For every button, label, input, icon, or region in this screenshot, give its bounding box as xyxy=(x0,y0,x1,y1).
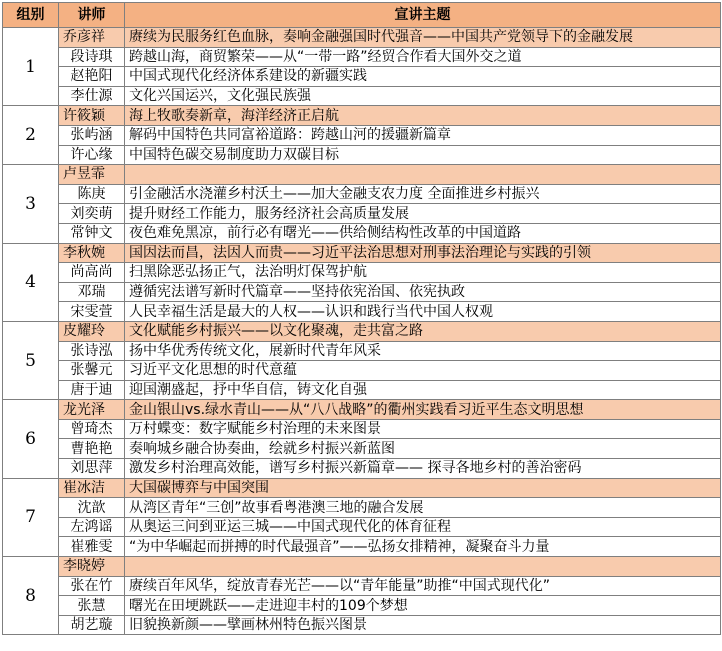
lecture-topic: 金山银山vs.绿水青山——从“八八战略”的衢州实践看习近平生态文明思想 xyxy=(125,400,721,420)
group-number: 2 xyxy=(3,106,59,165)
table-row xyxy=(3,86,721,106)
group-number: 6 xyxy=(3,400,59,478)
lecturer-name: 许筱颖 xyxy=(59,106,125,126)
lecture-topic: 从奥运三问到亚运三城——中国式现代化的体育征程 xyxy=(125,517,721,537)
header-group: 组别 xyxy=(3,3,59,28)
lecturer-name: 左鸿谣 xyxy=(59,517,125,537)
lecture-topic: 万村蝶变：数字赋能乡村治理的未来图景 xyxy=(125,419,721,439)
group-number: 4 xyxy=(3,243,59,321)
lecture-topic: 引金融活水浇灌乡村沃土——加大金融支农力度 全面推进乡村振兴 xyxy=(125,184,721,204)
group-number: 5 xyxy=(3,321,59,399)
lecture-topic: 激发乡村治理高效能，谱写乡村振兴新篇章—— 探寻各地乡村的善治密码 xyxy=(125,459,721,479)
lecture-topic: 曙光在田埂跳跃——走进迎丰村的109个梦想 xyxy=(125,596,721,616)
lecture-topic: 解码中国特色共同富裕道路：跨越山河的援疆新篇章 xyxy=(125,125,721,145)
lecture-topic: “为中华崛起而拼搏的时代最强音”——弘扬女排精神，凝聚奋斗力量 xyxy=(125,537,721,557)
schedule-body xyxy=(3,28,721,635)
lecture-schedule-table xyxy=(2,2,721,635)
lecture-topic: 奏响城乡融合协奏曲，绘就乡村振兴新蓝图 xyxy=(125,439,721,459)
table-row xyxy=(3,165,721,185)
lecturer-name: 段诗琪 xyxy=(59,47,125,67)
header-lecturer: 讲师 xyxy=(59,3,125,28)
table-row xyxy=(3,419,721,439)
header-topic: 宣讲主题 xyxy=(125,3,721,28)
lecture-topic: 跨越山海，商贸繁荣——从“一带一路”经贸合作看大国外交之道 xyxy=(125,47,721,67)
header-row xyxy=(3,3,721,28)
lecture-topic: 中国式现代化经济体系建设的新疆实践 xyxy=(125,67,721,87)
lecture-topic: 中国特色碳交易制度助力双碳目标 xyxy=(125,145,721,165)
lecturer-name: 李秋婉 xyxy=(59,243,125,263)
lecturer-name: 尚高尚 xyxy=(59,263,125,283)
table-row xyxy=(3,223,721,243)
lecture-topic: 国因法而昌，法因人而贵——习近平法治思想对刑事法治理论与实践的引领 xyxy=(125,243,721,263)
group-number: 7 xyxy=(3,478,59,556)
lecture-topic: 人民幸福生活是最大的人权——认识和践行当代中国人权观 xyxy=(125,302,721,322)
lecturer-name: 宋雯萱 xyxy=(59,302,125,322)
table-row xyxy=(3,576,721,596)
table-row xyxy=(3,557,721,577)
lecture-topic: 扬中华优秀传统文化，展新时代青年风采 xyxy=(125,341,721,361)
lecture-topic: 海上牧歌奏新章，海洋经济正启航 xyxy=(125,106,721,126)
lecture-topic xyxy=(125,165,721,185)
table-row xyxy=(3,243,721,263)
lecturer-name: 曹艳艳 xyxy=(59,439,125,459)
group-number: 1 xyxy=(3,28,59,106)
lecturer-name: 李仕源 xyxy=(59,86,125,106)
lecturer-name: 陈庚 xyxy=(59,184,125,204)
lecturer-name: 刘思萍 xyxy=(59,459,125,479)
table-row xyxy=(3,67,721,87)
lecturer-name: 崔雅雯 xyxy=(59,537,125,557)
lecture-topic: 文化兴国运兴，文化强民族强 xyxy=(125,86,721,106)
table-row xyxy=(3,498,721,518)
table-row xyxy=(3,361,721,381)
table-row xyxy=(3,106,721,126)
lecture-topic: 迎国潮盛起，抒中华自信，铸文化自强 xyxy=(125,380,721,400)
lecturer-name: 沈歆 xyxy=(59,498,125,518)
table-row xyxy=(3,204,721,224)
table-row xyxy=(3,596,721,616)
lecturer-name: 李晓婷 xyxy=(59,557,125,577)
lecturer-name: 曾琦杰 xyxy=(59,419,125,439)
lecturer-name: 乔彦祥 xyxy=(59,28,125,48)
lecturer-name: 张诗泓 xyxy=(59,341,125,361)
lecture-topic: 旧貌换新颜——擘画林州特色振兴图景 xyxy=(125,615,721,635)
lecture-topic: 习近平文化思想的时代意蕴 xyxy=(125,361,721,381)
table-row xyxy=(3,400,721,420)
table-row xyxy=(3,537,721,557)
table-row xyxy=(3,125,721,145)
lecturer-name: 张屿涵 xyxy=(59,125,125,145)
lecture-topic: 大国碳博弈与中国突围 xyxy=(125,478,721,498)
lecturer-name: 皮耀玲 xyxy=(59,321,125,341)
lecture-topic xyxy=(125,557,721,577)
lecturer-name: 许心缘 xyxy=(59,145,125,165)
lecture-topic: 提升财经工作能力，服务经济社会高质量发展 xyxy=(125,204,721,224)
table-row xyxy=(3,263,721,283)
lecture-topic: 赓续百年风华，绽放青春光芒——以“青年能量”助推“中国式现代化” xyxy=(125,576,721,596)
table-row xyxy=(3,439,721,459)
table-row xyxy=(3,28,721,48)
lecture-topic: 赓续为民服务红色血脉，奏响金融强国时代强音——中国共产党领导下的金融发展 xyxy=(125,28,721,48)
lecturer-name: 常钟文 xyxy=(59,223,125,243)
lecture-topic: 从湾区青年“三创”故事看粤港澳三地的融合发展 xyxy=(125,498,721,518)
lecturer-name: 卢昱霏 xyxy=(59,165,125,185)
table-row xyxy=(3,341,721,361)
group-number: 8 xyxy=(3,557,59,635)
lecturer-name: 张慧 xyxy=(59,596,125,616)
lecturer-name: 张在竹 xyxy=(59,576,125,596)
table-row xyxy=(3,282,721,302)
lecture-topic: 遵循宪法谱写新时代篇章——坚持依宪治国、依宪执政 xyxy=(125,282,721,302)
table-row xyxy=(3,321,721,341)
lecturer-name: 胡艺璇 xyxy=(59,615,125,635)
lecturer-name: 唐于迪 xyxy=(59,380,125,400)
table-row xyxy=(3,615,721,635)
lecturer-name: 崔冰洁 xyxy=(59,478,125,498)
lecturer-name: 刘奕萌 xyxy=(59,204,125,224)
lecture-topic: 扫黑除恶弘扬正气，法治明灯保驾护航 xyxy=(125,263,721,283)
table-row xyxy=(3,459,721,479)
table-row xyxy=(3,517,721,537)
table-row xyxy=(3,478,721,498)
group-number: 3 xyxy=(3,165,59,243)
lecturer-name: 张馨元 xyxy=(59,361,125,381)
lecture-topic: 夜色难免黑凉，前行必有曙光——供给侧结构性改革的中国道路 xyxy=(125,223,721,243)
table-row xyxy=(3,184,721,204)
table-row xyxy=(3,302,721,322)
lecturer-name: 龙光泽 xyxy=(59,400,125,420)
table-row xyxy=(3,380,721,400)
table-row xyxy=(3,145,721,165)
table-row xyxy=(3,47,721,67)
lecturer-name: 赵艳阳 xyxy=(59,67,125,87)
lecture-topic: 文化赋能乡村振兴——以文化聚魂，走共富之路 xyxy=(125,321,721,341)
lecturer-name: 邓瑞 xyxy=(59,282,125,302)
